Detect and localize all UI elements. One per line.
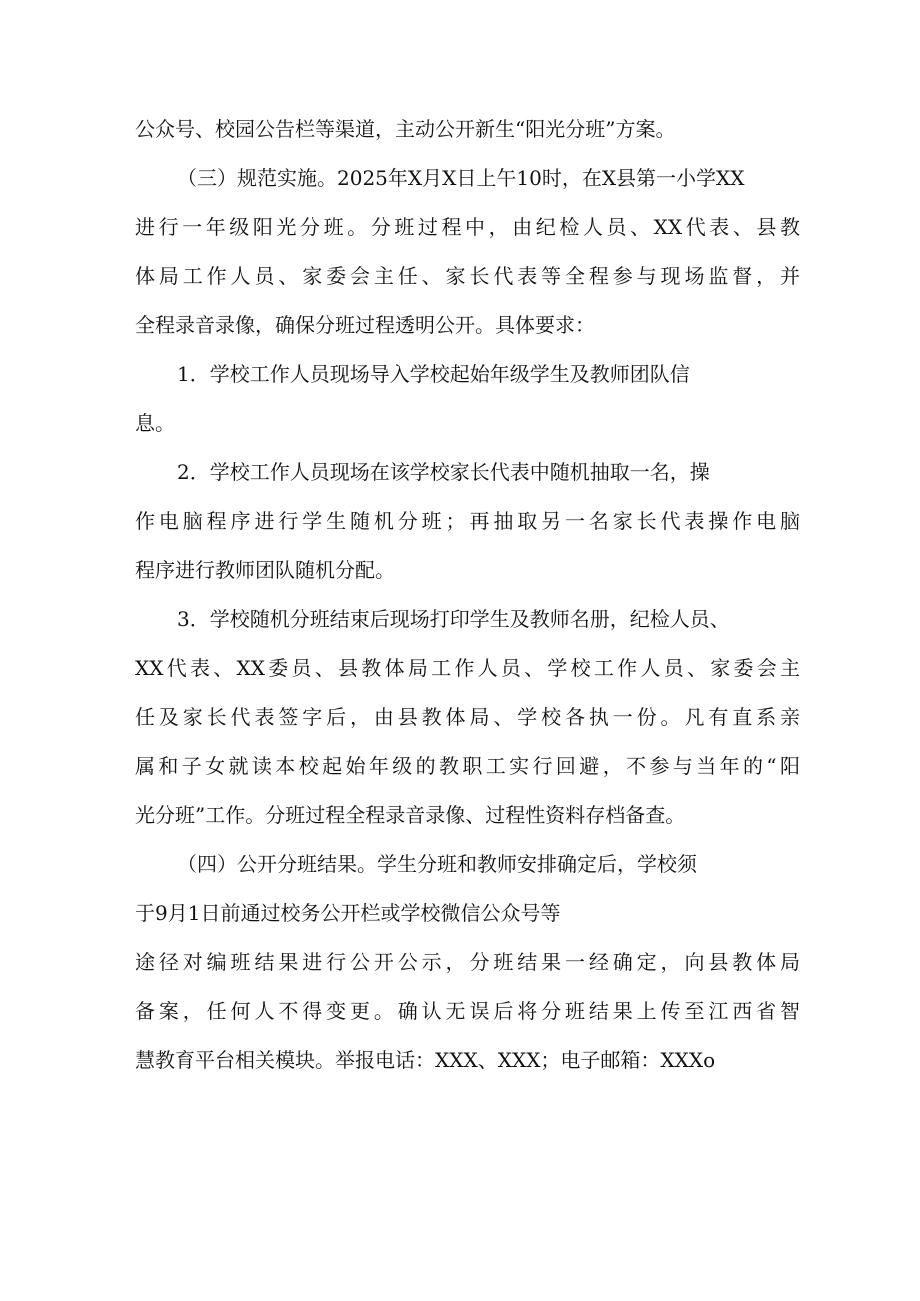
text-line: 于9月1日前通过校务公开栏或学校微信公众号等 [135, 901, 561, 925]
text-line: 途径对编班结果进行公开公示，分班结果一经确定，向县教体局 [135, 950, 800, 974]
document-body [135, 105, 800, 1085]
text-line: 1．学校工作人员现场导入学校起始年级学生及教师团队信 [177, 362, 690, 386]
text-line: 作电脑程序进行学生随机分班；再抽取另一名家长代表操作电脑 [135, 509, 800, 533]
text-line: 全程录音录像，确保分班过程透明公开。具体要求： [135, 313, 595, 337]
text-line: 体局工作人员、家委会主任、家长代表等全程参与现场监督，并 [135, 264, 800, 288]
text-line: 公众号、校园公告栏等渠道，主动公开新生“阳光分班”方案。 [135, 117, 676, 141]
text-line: 属和子女就读本校起始年级的教职工实行回避，不参与当年的“阳 [135, 754, 800, 778]
text-line: 程序进行教师团队随机分配。 [135, 558, 395, 582]
text-line: 备案，任何人不得变更。确认无误后将分班结果上传至江西省智 [135, 999, 800, 1023]
text-line: 光分班”工作。分班过程全程录音录像、过程性资料存档备查。 [135, 803, 686, 827]
text-line: （三）规范实施。2025年X月X日上午10时，在X县第一小学XX [177, 166, 745, 190]
text-line: XX代表、XX委员、县教体局工作人员、学校工作人员、家委会主 [135, 656, 800, 680]
text-line: 息。 [135, 411, 175, 435]
text-line: 2．学校工作人员现场在该学校家长代表中随机抽取一名，操 [177, 460, 710, 484]
text-line: 任及家长代表签字后，由县教体局、学校各执一份。凡有直系亲 [135, 705, 800, 729]
text-line: 进行一年级阳光分班。分班过程中，由纪检人员、XX代表、县教 [135, 215, 800, 239]
text-line: （四）公开分班结果。学生分班和教师安排确定后，学校须 [177, 852, 697, 876]
text-line: 3．学校随机分班结束后现场打印学生及教师名册，纪检人员、 [177, 607, 730, 631]
text-line: 慧教育平台相关模块。举报电话：XXX、XXX；电子邮箱：XXXo [135, 1048, 716, 1072]
